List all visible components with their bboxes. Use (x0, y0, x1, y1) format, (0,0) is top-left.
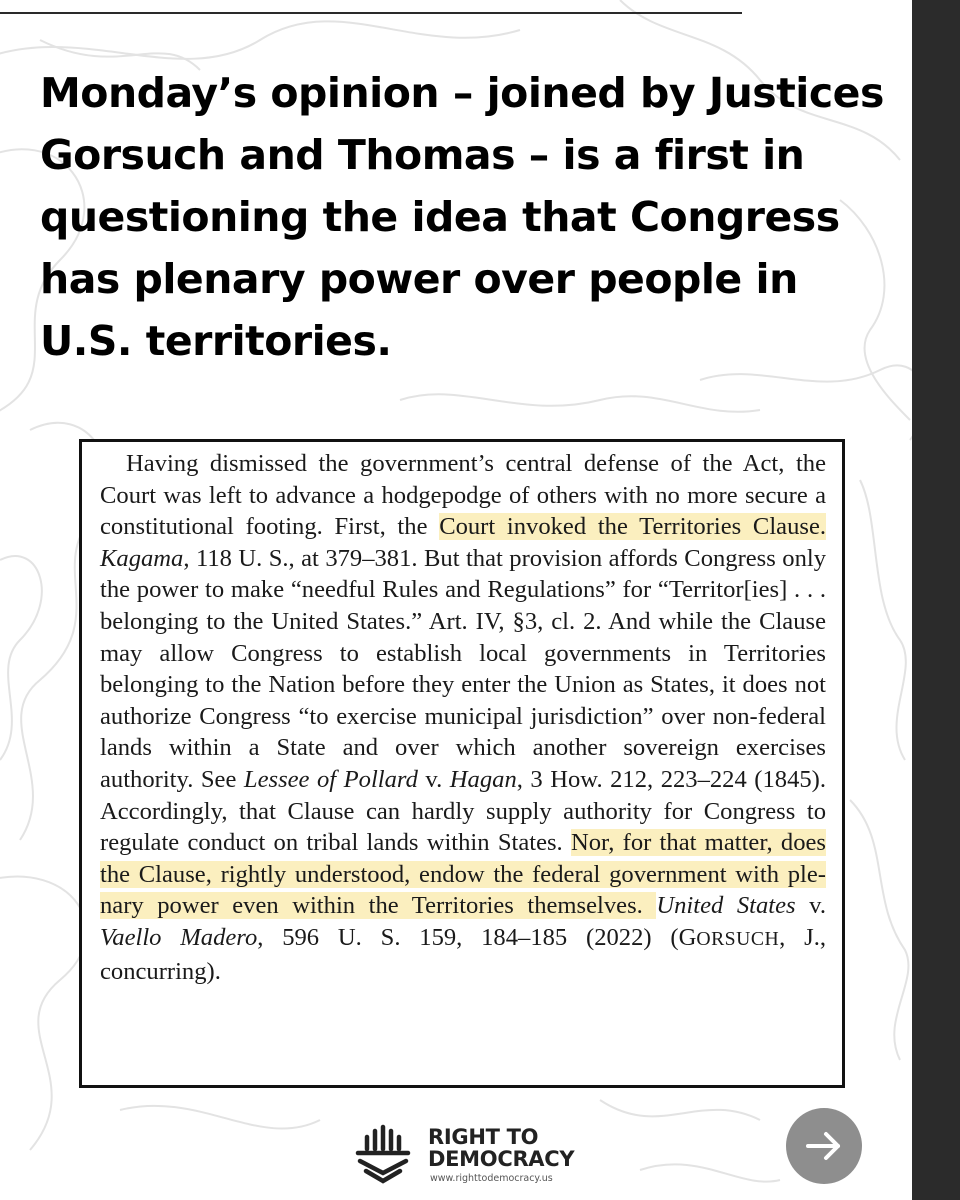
case-name: Lessee of Pollard (243, 765, 418, 793)
court-opinion-excerpt (79, 439, 845, 1088)
top-rule (0, 12, 742, 14)
case-name: Hagan (449, 765, 517, 793)
excerpt-paragraph (100, 448, 826, 987)
small-caps-name: ORSUCH (696, 927, 780, 950)
headline: Monday’s opinion – joined by Justices Gorsuch and Thomas – is a first in questioning the idea that Congress has plenary power over people in U.S. territories. (40, 69, 884, 365)
excerpt-text: , J., concurring). (100, 923, 827, 985)
excerpt-text: , 596 U. S. 159, 184–185 (2022) (G (257, 923, 697, 951)
logo-url: www.righttodemocracy.us (430, 1173, 553, 1184)
highlighted-text: Court invoked the Territories Clause. (439, 513, 827, 541)
highlighted-text: Nor, for that matter, does the Clause, rightly understood, endow the federal government with plenary power even within the Territories themselves. (100, 829, 826, 920)
excerpt-text: v. (417, 765, 450, 793)
right-to-democracy-logo (352, 1123, 582, 1189)
arrow-right-icon (804, 1126, 844, 1166)
side-bar (912, 0, 960, 1200)
excerpt-text: , 118 U. S., at 379–381. But that provision affords Congress only the power to make “needful Rules and Regulations” for “Territor[ies] . . . belonging to the United States.” Art. IV, §3, cl. 2. And while the Clause may allow Congress to establish local governments in Territories belonging to the Nation before they enter the Union as States, it does not authorize Congress “to exercise municipal jurisdiction” over non-federal lands within a State and over which another sovereign exercises authority. See (100, 544, 826, 793)
next-button[interactable] (786, 1108, 862, 1184)
case-name: Kagama (100, 544, 184, 572)
excerpt-text: , 3 How. 212, 223–224 (1845). Accordingly, that Clause can hardly supply authority for Congress to regulate conduct on tribal lands within States. (100, 765, 827, 857)
logo-text-line1: RIGHT TO (428, 1125, 539, 1149)
case-name: Vaello Madero (100, 923, 258, 951)
logo-text-line2: DEMOCRACY (428, 1147, 575, 1171)
case-name: United States (656, 892, 796, 920)
logo-mark-icon (352, 1123, 414, 1185)
excerpt-text: Having dismissed the government’s central defense of the Act, the Court was left to advance a hodgepodge of others with no more secure a constitutional footing. First, the (100, 450, 826, 541)
excerpt-text: v. (795, 892, 826, 920)
